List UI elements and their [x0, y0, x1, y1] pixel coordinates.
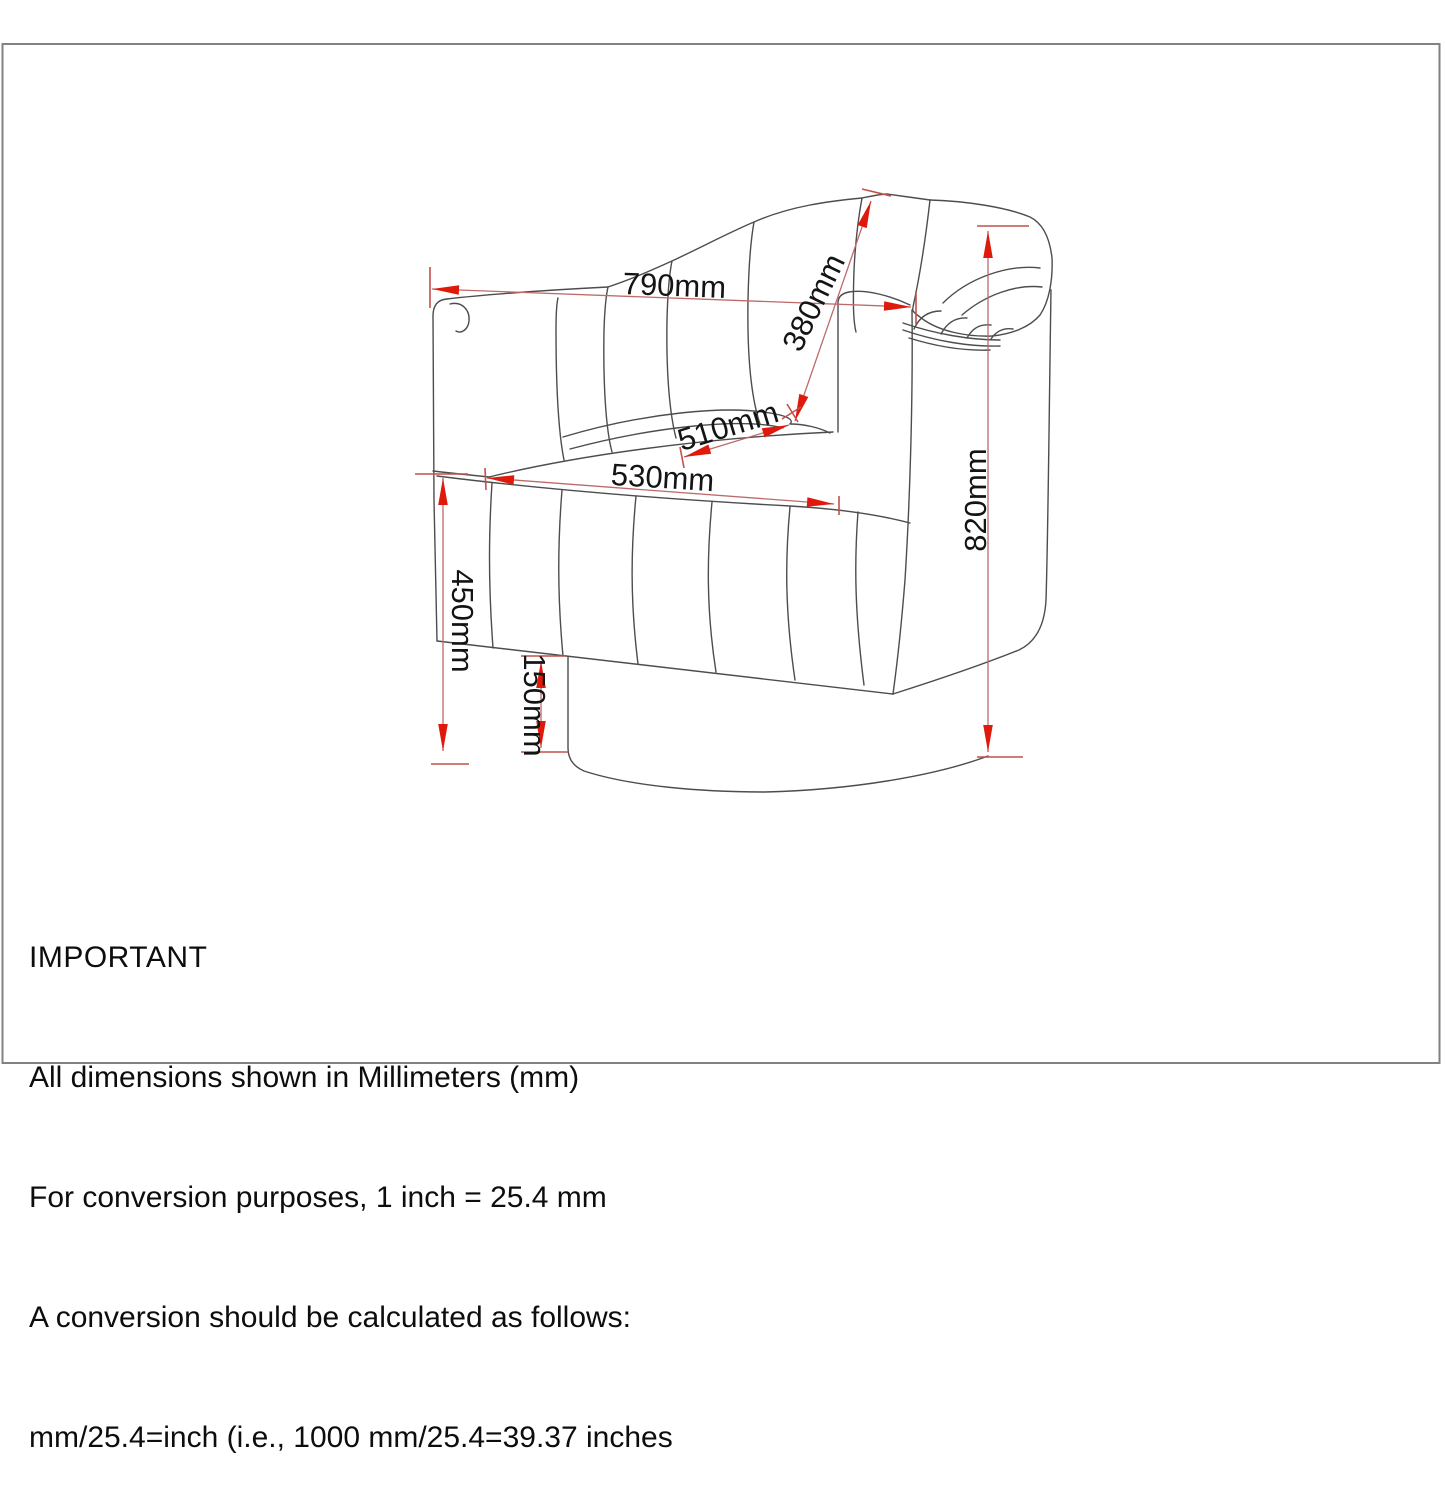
dimension-seat-height	[415, 474, 480, 764]
chair-back-seam	[556, 298, 564, 460]
chair-skirt-seam	[490, 483, 494, 648]
dimension-label-150: 150mm	[517, 653, 552, 757]
chair-scroll-rail	[909, 338, 990, 350]
chair-scroll-outline	[913, 200, 1053, 336]
chair-skirt-seam	[632, 496, 638, 664]
dimension-label-820: 820mm	[958, 448, 993, 552]
chair-bottom-edge	[437, 641, 893, 694]
dimension-label-450: 450mm	[445, 569, 480, 673]
dimension-base-height	[517, 653, 568, 756]
notes-line: All dimensions shown in Millimeters (mm)	[29, 1061, 580, 1094]
chair-swirl-arc	[943, 267, 1040, 303]
chair-arm-front-edge	[893, 310, 912, 694]
chair-skirt-seam	[787, 507, 795, 680]
chair-skirt-seam	[856, 512, 864, 685]
chair-pedestal-base	[568, 657, 988, 792]
extension-tick	[787, 404, 798, 422]
dimension-seat-depth	[673, 394, 789, 468]
chair-back-seam	[853, 198, 862, 332]
chair-scroll-scallop	[941, 318, 967, 334]
chair-skirt-seam	[708, 502, 716, 672]
chair-scroll-scallop	[991, 329, 1013, 339]
chair-swirl-arc	[962, 287, 1042, 315]
chair-seat-corner	[790, 424, 830, 433]
chair-skirt-seam	[559, 490, 563, 656]
notes-title: IMPORTANT	[29, 941, 208, 974]
extension-tick	[485, 468, 486, 490]
dimension-label-530: 530mm	[609, 456, 716, 499]
dimension-annotations	[415, 189, 1029, 764]
notes-line: For conversion purposes, 1 inch = 25.4 mm	[29, 1181, 607, 1214]
notes-block	[29, 858, 673, 1498]
dimension-label-790: 790mm	[622, 266, 727, 305]
notes-line: mm/25.4=inch (i.e., 1000 mm/25.4=39.37 inches	[29, 1421, 673, 1454]
chair-left-edge	[433, 299, 447, 641]
notes-line: A conversion should be calculated as follows:	[29, 1301, 632, 1334]
dimension-label-380: 380mm	[775, 248, 852, 357]
chair-left-arm-curl	[450, 303, 469, 332]
chair-back-scroll-seam	[913, 200, 930, 307]
dimension-overall-height	[958, 226, 1029, 757]
dimension-label-510: 510mm	[673, 394, 783, 458]
chair-arm-front-face	[838, 291, 910, 432]
chair-back-seam	[748, 222, 760, 424]
chair-back-seam	[604, 287, 612, 452]
